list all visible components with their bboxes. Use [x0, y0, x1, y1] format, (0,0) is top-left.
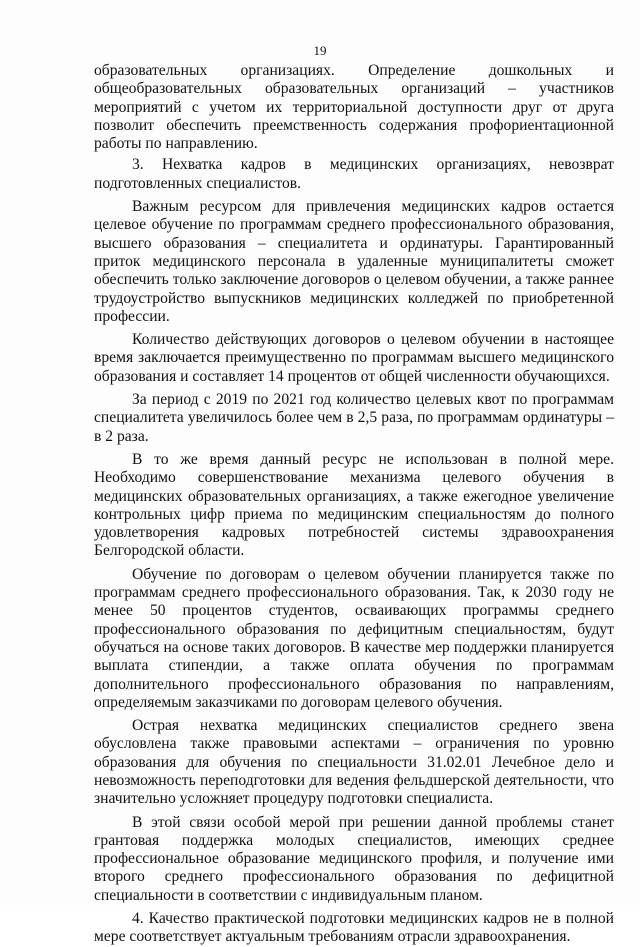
paragraph-target-training: Важным ресурсом для привлечения медицинских кадров остается целевое обучение по программам среднего профессионального образования, высшего образования – специалитета и ординатуры. Гарантированный приток медицинского персонала в удаленные муниципалитеты сможет обеспечить только заключение договоров о целевом обучении, а также раннее трудоустройство выпускников медицинских колледжей по приобретенной профессии.: [94, 198, 614, 325]
paragraph-contracts-count: Количество действующих договоров о целевом обучении в настоящее время заключается преимущественно по программам высшего медицинского образования и составляет 14 процентов от общей численности обучающихся.: [94, 331, 614, 385]
paragraph-grant-support: В этой связи особой мерой при решении данной проблемы станет грантовая поддержка молодых специалистов, имеющих среднее профессиональное образование медицинского профиля, и получение ими второго среднего профессионального образования по дефицитной специальности в соответствии с индивидуальным планом.: [94, 813, 614, 904]
paragraph-resource-usage: В то же время данный ресурс не использован в полной мере. Необходимо совершенствование механизма целевого обучения в медицинских образовательных организациях, а также ежегодное увеличение контрольных цифр приема по медицинским специальностям до полного удовлетворения кадровых потребностей системы здравоохранения Белгородской области.: [94, 450, 614, 560]
paragraph-continuation: образовательных организациях. Определение дошкольных и общеобразовательных образовательных организаций – участников мероприятий с учетом их территориальной доступности друг от друга позволит обеспечить преемственность содержания профориентационной работы по направлению.: [94, 62, 614, 153]
paragraph-item-3: 3. Нехватка кадров в медицинских организациях, невозврат подготовленных специалистов.: [94, 156, 614, 192]
paragraph-item-4: 4. Качество практической подготовки медицинских кадров не в полной мере соответствует актуальным требованиям отрасли здравоохранения.: [94, 910, 614, 946]
paragraph-shortage: Острая нехватка медицинских специалистов среднего звена обусловлена также правовыми аспектами – ограничения по уровню образования для обучения по специальности 31.02.01 Лечебное дело и невозможность переподготовки для ведения фельдшерской деятельности, что значительно усложняет процедуру подготовки специалиста.: [94, 717, 614, 808]
paragraph-spo-training: Обучение по договорам о целевом обучении планируется также по программам среднего профессионального образования. Так, к 2030 году не менее 50 процентов студентов, осваивающих программы среднего профессионального образования по дефицитным специальностям, будут обучаться на основе таких договоров. В качестве мер поддержки планируется выплата стипендии, а также оплата обучения по программам дополнительного профессионального образования по направлениям, определяемым заказчиками по договорам целевого обучения.: [94, 565, 614, 711]
body-text: [94, 62, 614, 947]
page-number: 19: [313, 43, 327, 58]
paragraph-quota-growth: За период с 2019 по 2021 год количество целевых квот по программам специалитета увеличилось более чем в 2,5 раза, по программам ординатуры – в 2 раза.: [94, 391, 614, 445]
